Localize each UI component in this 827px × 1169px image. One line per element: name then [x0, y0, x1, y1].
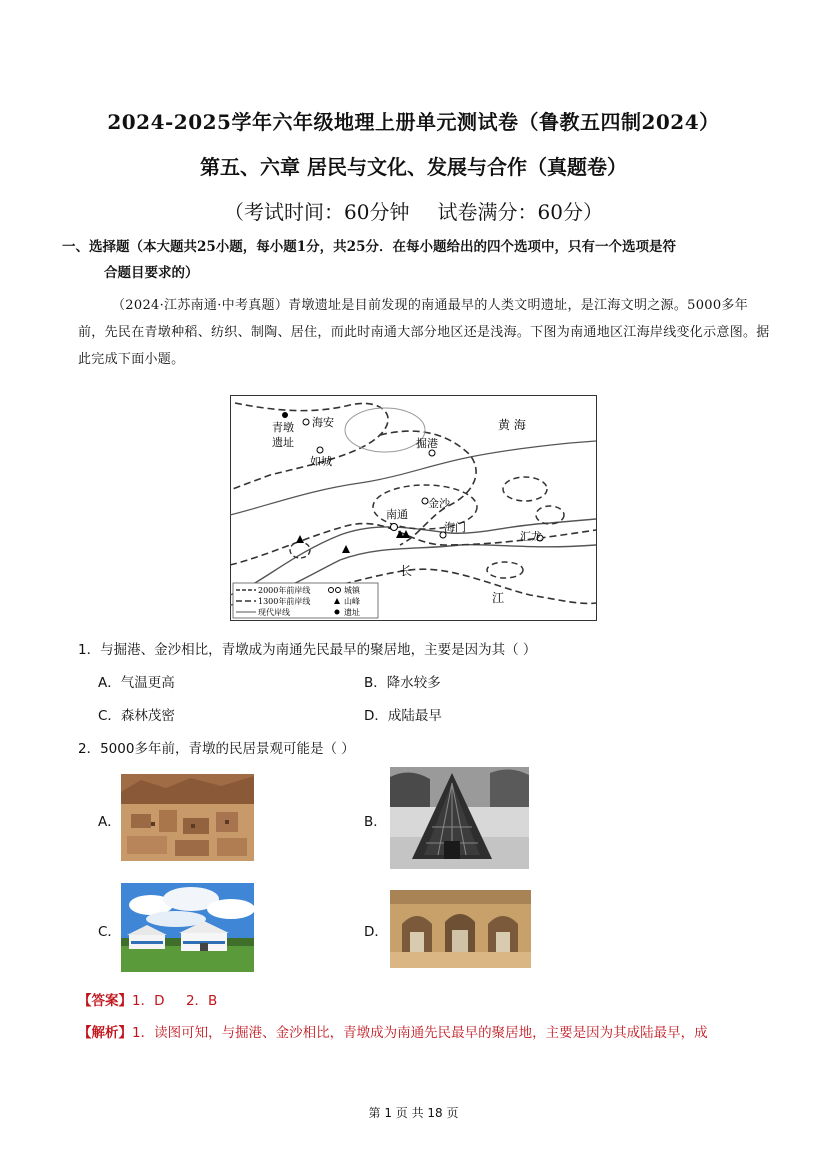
q1-option-a: A．气温更高	[98, 675, 175, 691]
map-label-huanghai: 黄 海	[498, 418, 526, 432]
map-label-jiang: 江	[492, 591, 505, 605]
q2-photo-b-thatched-hut	[390, 767, 529, 869]
coastline-map-figure	[230, 395, 597, 621]
legend-modern: 现代岸线	[258, 608, 290, 617]
legend-peak: 山峰	[344, 597, 360, 606]
q1-option-c: C．森林茂密	[98, 708, 175, 724]
page-footer: 第 1 页 共 18 页	[368, 1106, 459, 1120]
q2-option-b: B．	[364, 814, 387, 830]
legend-site: 遗址	[344, 608, 360, 617]
exam-time: （考试时间：60分钟	[224, 200, 410, 224]
map-label-qingdun: 青墩	[272, 421, 294, 434]
map-label-juegang: 掘港	[416, 437, 438, 450]
q2-photo-a-adobe-ruins	[121, 774, 254, 861]
analysis-text: 1．读图可知，与掘港、金沙相比，青墩成为南通先民最早的聚居地，主要是因为其成陆最早，成	[132, 1025, 708, 1041]
analysis-label: 【解析】	[78, 1025, 132, 1041]
map-label-yizhi: 遗址	[272, 436, 294, 449]
section-heading	[62, 234, 782, 286]
map-label-rucheng: 如城	[310, 455, 332, 468]
map-label-chang: 长	[400, 564, 413, 578]
q1-option-d: D．成陆最早	[364, 708, 442, 724]
answer-text: 1．D 2．B	[132, 993, 218, 1009]
answer	[78, 989, 217, 1009]
map-label-huilong: 汇龙	[520, 530, 542, 543]
question-1-stem: 1．与掘港、金沙相比，青墩成为南通先民最早的聚居地，主要是因为其（ ）	[78, 642, 537, 658]
map-label-jinsha: 金沙	[428, 497, 450, 510]
q2-option-c: C．	[98, 924, 121, 940]
question-2-stem: 2．5000多年前，青墩的民居景观可能是（ ）	[78, 741, 355, 757]
coastline-map	[230, 395, 597, 621]
map-label-nantong: 南通	[386, 508, 408, 521]
map-label-haimen: 海门	[444, 521, 466, 534]
exam-subtitle: 第五、六章 居民与文化、发展与合作（真题卷）	[200, 155, 627, 179]
q2-option-a: A．	[98, 814, 121, 830]
exam-info	[0, 196, 827, 225]
q2-photo-c-yurts	[121, 883, 254, 972]
section-heading-line2: 合题目要求的）	[104, 265, 199, 281]
section-heading-line1: 一、选择题（本大题共25小题，每小题1分，共25分．在每小题给出的四个选项中，只有一个选项是符	[62, 239, 676, 255]
reading-passage: （2024·江苏南通·中考真题）青墩遗址是目前发现的南通最早的人类文明遗址，是江海文明之源。5000多年前，先民在青墩种稻、纺织、制陶、居住，而此时南通大部分地区还是浅海。下图为南通地区江海岸线变化示意图。据此完成下面小题。	[78, 298, 770, 367]
legend-city: 城镇	[344, 586, 360, 595]
legend-1300: 1300年前岸线	[258, 597, 311, 606]
q2-option-d: D．	[364, 924, 388, 940]
map-label-haian: 海安	[312, 416, 334, 429]
exam-title: 2024-2025学年六年级地理上册单元测试卷（鲁教五四制2024）	[107, 110, 720, 134]
legend-2000: 2000年前岸线	[258, 586, 311, 595]
q1-option-b: B．降水较多	[364, 675, 441, 691]
analysis	[78, 1021, 708, 1041]
answer-label: 【答案】	[78, 993, 132, 1009]
q2-photo-d-cave-dwelling	[390, 890, 531, 968]
full-score: 试卷满分：60分）	[437, 200, 603, 224]
